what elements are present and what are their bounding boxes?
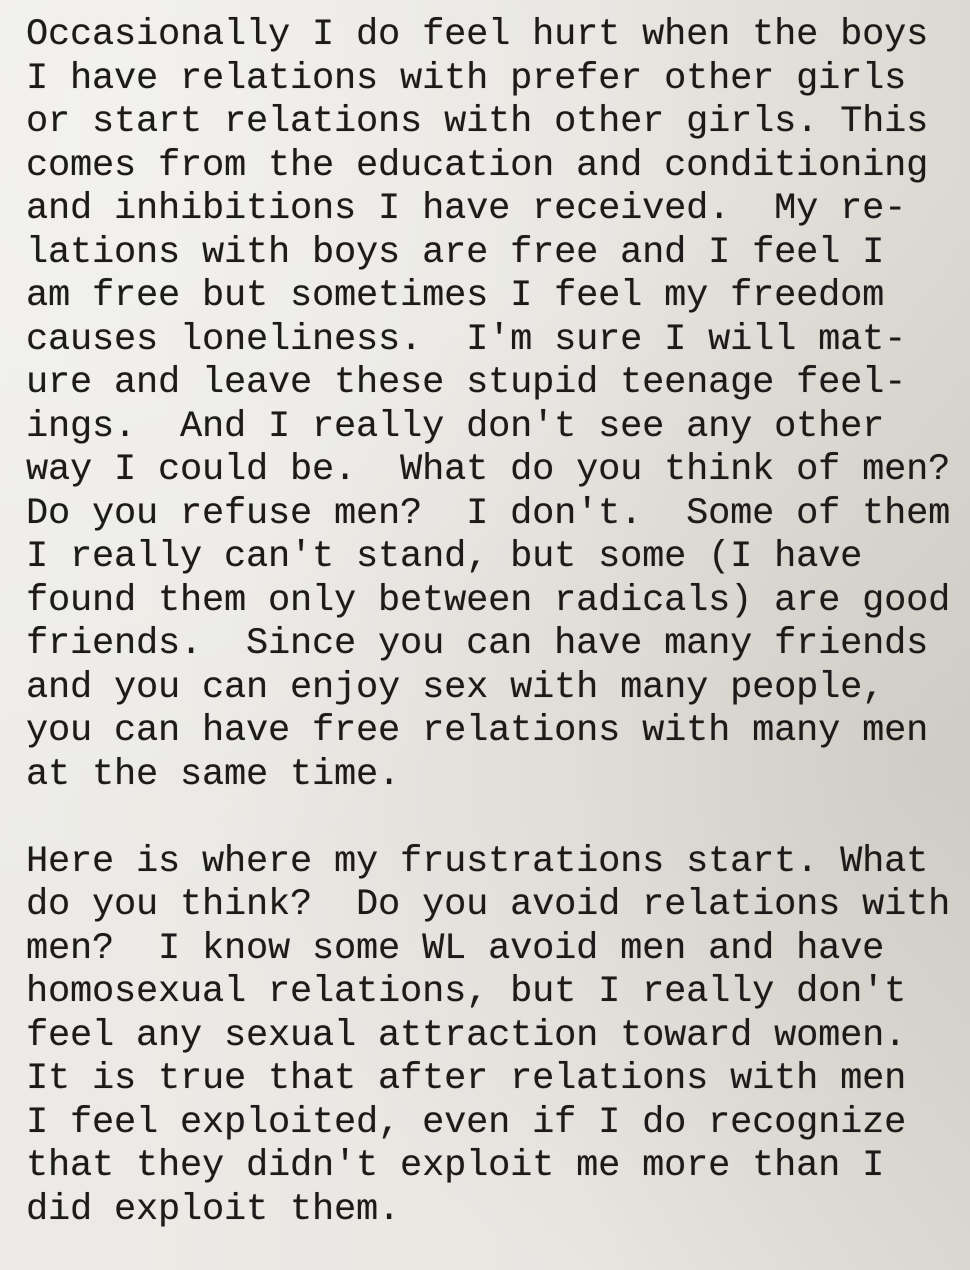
text-line: Occasionally I do feel hurt when the boys — [26, 14, 929, 56]
text-line: at the same time. — [26, 753, 401, 796]
text-line: I really can't stand, but some (I have — [26, 536, 863, 578]
text-line: way I could be. What do you think of men? — [26, 449, 951, 491]
text-line: causes loneliness. I'm sure I will mat- — [26, 318, 907, 361]
text-line: Here is where my frustrations start. What — [26, 840, 929, 883]
typewritten-text — [26, 14, 956, 1232]
paragraph-1 — [26, 14, 956, 797]
text-line: lations with boys are free and I feel I — [26, 231, 885, 274]
paragraph-2 — [26, 841, 956, 1233]
text-line: ings. And I really don't see any other — [26, 405, 885, 448]
text-line: homosexual relations, but I really don't — [26, 971, 907, 1013]
text-line: that they didn't exploit me more than I — [26, 1145, 885, 1187]
text-line: men? I know some WL avoid men and have — [26, 927, 885, 970]
text-line: friends. Since you can have many friends — [26, 623, 929, 665]
text-line: Do you refuse men? I don't. Some of them — [26, 492, 951, 535]
text-line: do you think? Do you avoid relations with — [26, 884, 951, 926]
text-line: and you can enjoy sex with many people, — [26, 666, 885, 709]
text-line: It is true that after relations with men — [26, 1058, 907, 1100]
text-line: and inhibitions I have received. My re- — [26, 188, 907, 230]
text-line: feel any sexual attraction toward women. — [26, 1014, 907, 1057]
text-line: ure and leave these stupid teenage feel- — [26, 362, 907, 404]
text-line: found them only between radicals) are good — [26, 579, 951, 622]
text-line: I feel exploited, even if I do recognize — [26, 1101, 907, 1144]
text-line: you can have free relations with many men — [26, 710, 929, 752]
text-line: am free but sometimes I feel my freedom — [26, 275, 885, 317]
text-line: I have relations with prefer other girls — [26, 57, 907, 100]
text-line: or start relations with other girls. This — [26, 101, 929, 143]
text-line: comes from the education and conditioning — [26, 144, 929, 187]
text-line: did exploit them. — [26, 1188, 401, 1231]
paragraph-spacer — [26, 797, 956, 841]
